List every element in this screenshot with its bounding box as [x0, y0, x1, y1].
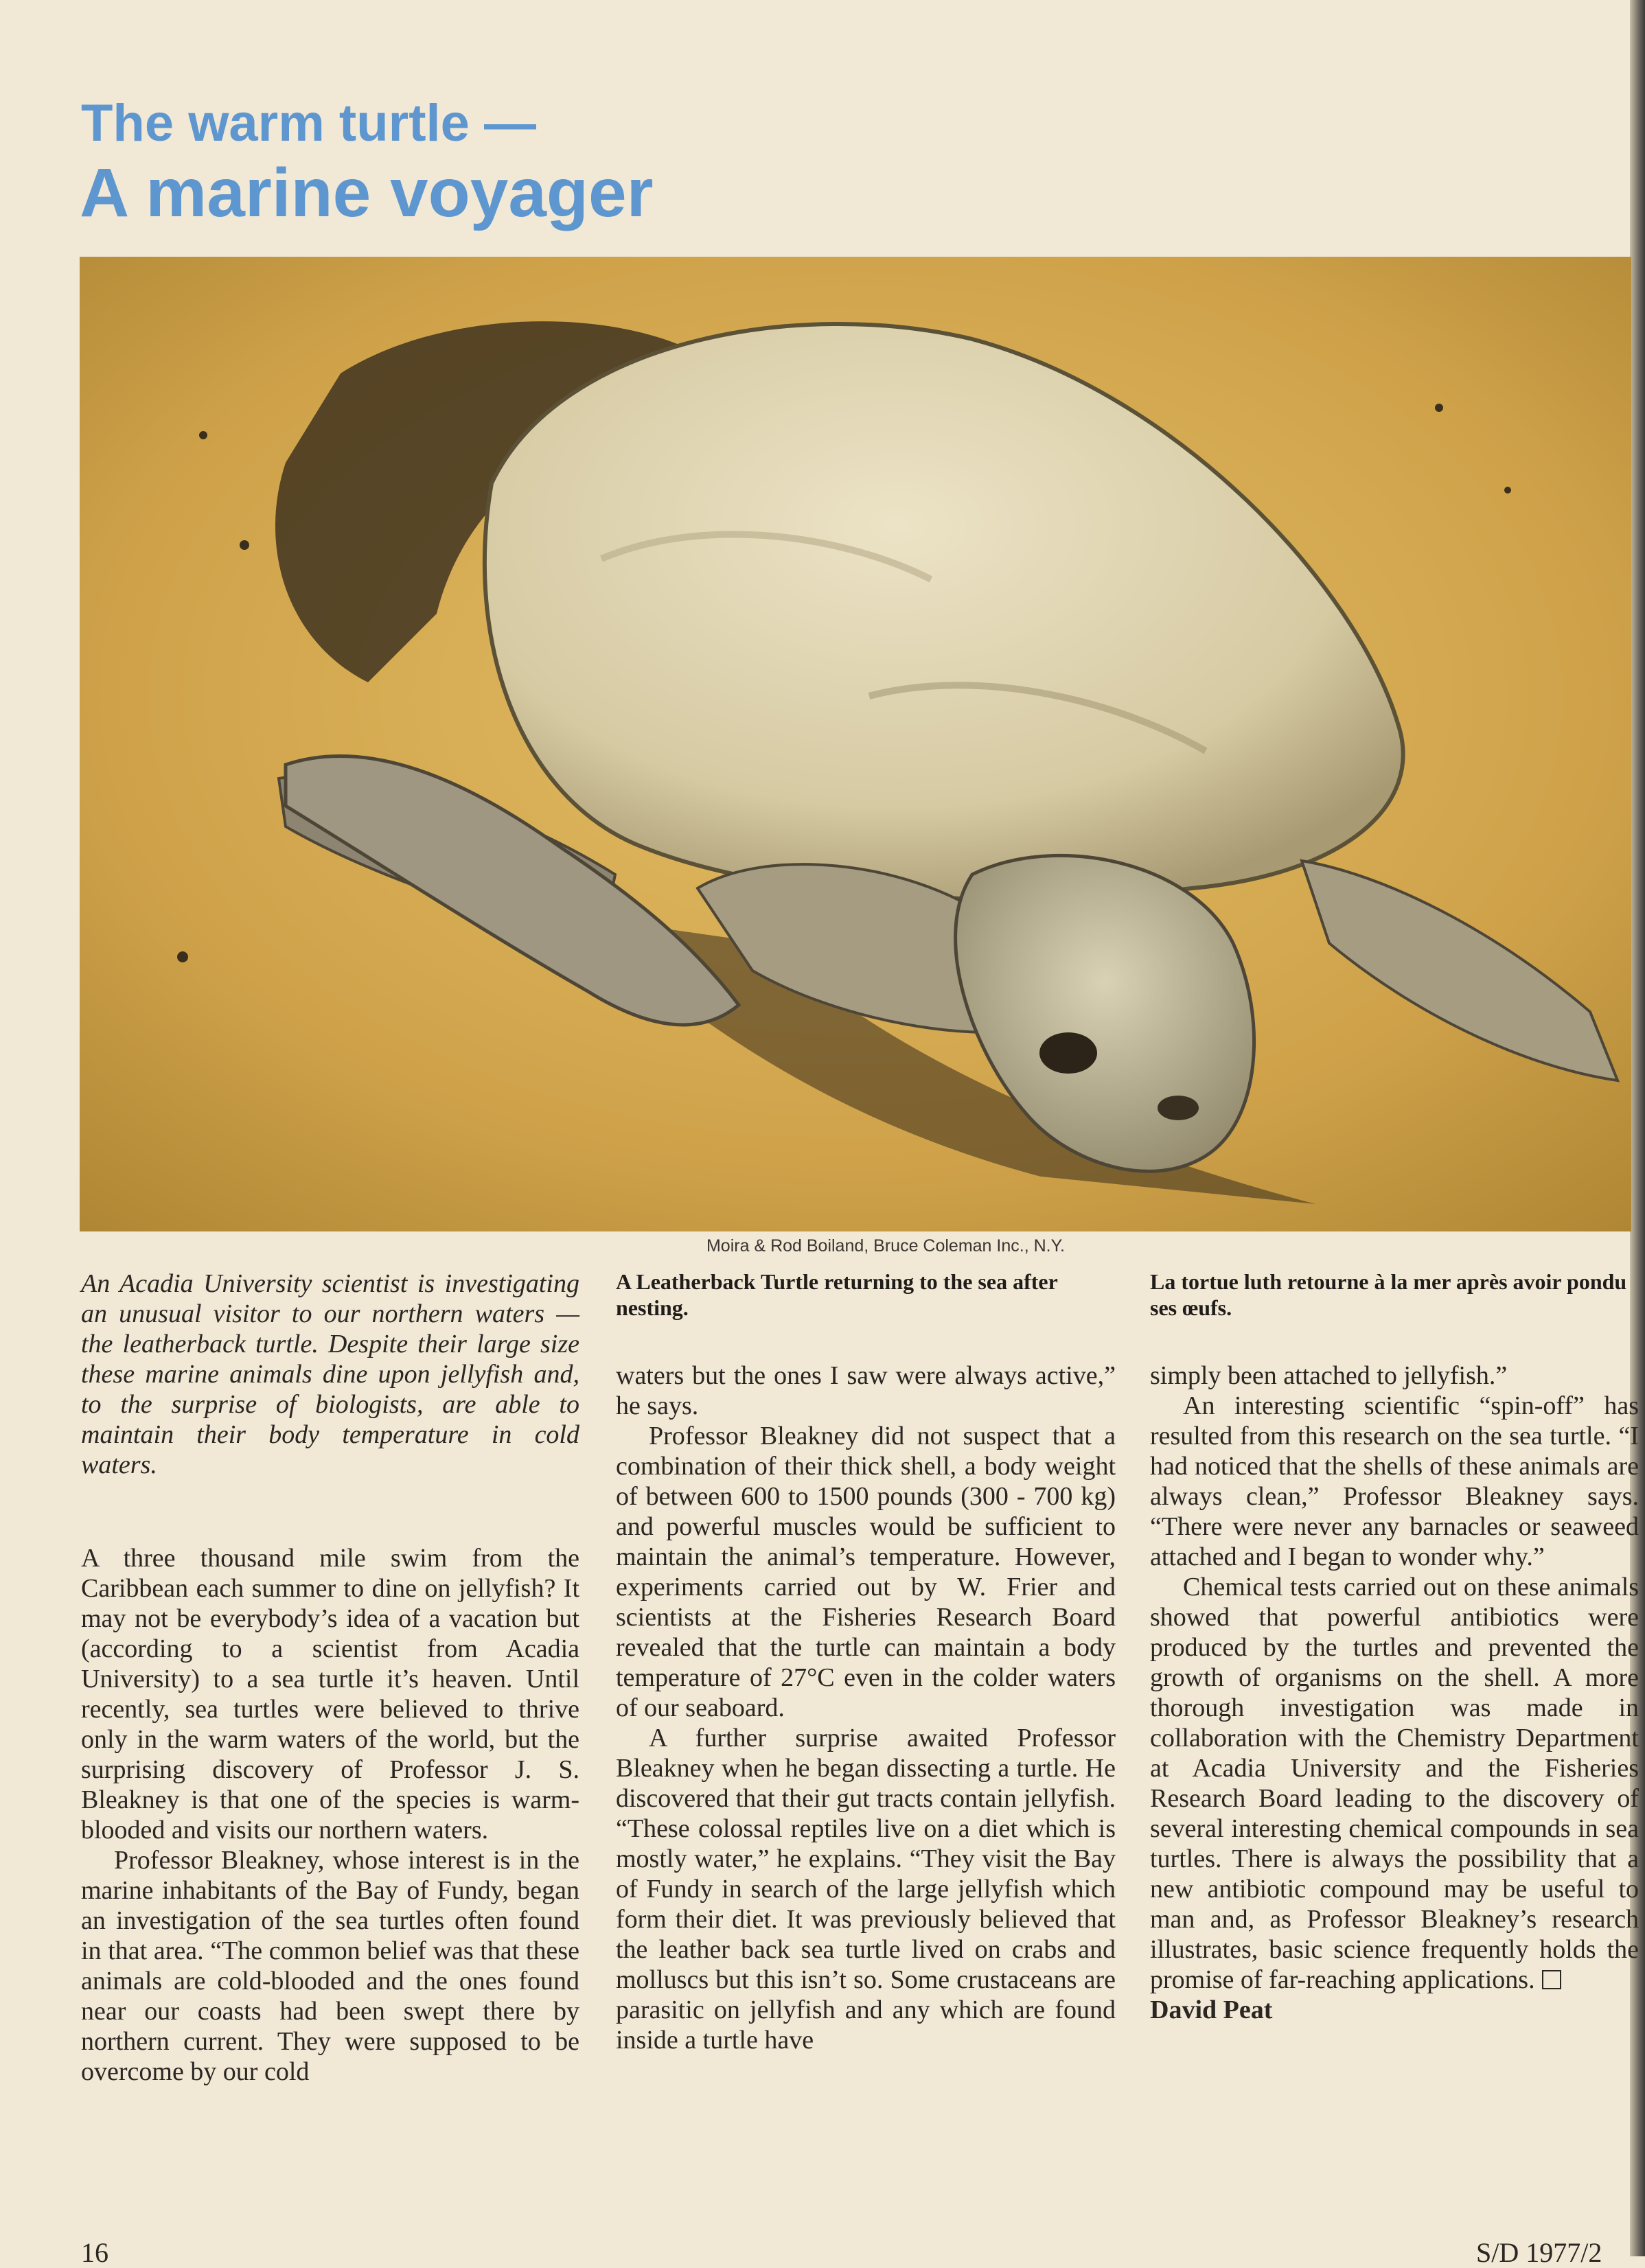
author-byline: David Peat [1150, 1995, 1273, 2024]
caption-english: A Leatherback Turtle returning to the sea after nesting. [616, 1269, 1058, 1320]
paragraph: Professor Bleakney did not suspect that a combination of their thick shell, a body weight of between 600 to 1500 pounds (300 - 700 kg) and powerful muscles would be sufficient to maintain the animal’s temperature. However, experiments carried out by W. Frier and scientists at the Fisheries Research Board revealed that the turtle can maintain a body temperature of 27°C even in the colder waters of our seaboard. [616, 1422, 1116, 1722]
issue-label: S/D 1977/2 [1476, 2237, 1602, 2268]
headline-line-2: A marine voyager [80, 154, 654, 231]
page-number: 16 [81, 2237, 108, 2268]
turtle-illustration [80, 257, 1631, 1231]
end-of-article-box-icon [1542, 1970, 1561, 1989]
caption-french: La tortue luth retourne à la mer après avoir pondu ses œufs. [1150, 1269, 1627, 1320]
article-column-3 [1150, 1361, 1639, 2025]
paragraph: simply been attached to jellyfish.” [1150, 1361, 1508, 1390]
paragraph: waters but the ones I saw were always active,” he says. [616, 1361, 1116, 1420]
paragraph-text: Chemical tests carried out on these animals showed that powerful antibiotics were produced by the turtles and prevented the growth of organisms on the shell. A more thorough investigation was made in collaboration with the Chemistry Department at Acadia University and the Fisheries Research Board leading to the discovery of several interesting chemical compounds in sea turtles. There is always the possibility that a new antibiotic compound may be useful to man and, as Professor Bleakney’s research illustrates, basic science frequently holds the promise of far-reaching applications. [1150, 1573, 1639, 1994]
paragraph: Professor Bleakney, whose interest is in the marine inhabitants of the Bay of Fundy, began an investigation of the sea turtles often found in that area. “The common belief was that these animals are cold-blooded and the ones found near our coasts had been swept there by northern current. They were supposed to be overcome by our cold [81, 1846, 579, 2086]
article-intro: An Acadia University scientist is investigating an unusual visitor to our northern waters — the leatherback turtle. Despite their large size these marine animals dine upon jellyfish and, to the surprise of biologists, are able to maintain their body temperature in cold waters. [81, 1269, 579, 1479]
article-column-1 [81, 1543, 579, 2087]
paragraph-with-end-mark [1150, 1572, 1639, 1995]
turtle-photo [80, 257, 1631, 1231]
paragraph: A further surprise awaited Professor Bleakney when he began dissecting a turtle. He discovered that their gut tracts contain jellyfish. “These colossal reptiles live on a diet which is mostly water,” he explains. “They visit the Bay of Fundy in search of the large jellyfish which form their diet. It was previously believed that the leather back sea turtle lived on crabs and molluscs but this isn’t so. Some crustaceans are parasitic on jellyfish and any which are found inside a turtle have [616, 1724, 1116, 2055]
headline-line-1: The warm turtle — [81, 94, 536, 152]
paragraph: An interesting scientific “spin-off” has resulted from this research on the sea turtle. “I had noticed that the shells of these animals are always clean,” Professor Bleakney says. “There were never any barnacles or seaweed attached and I began to wonder why.” [1150, 1391, 1639, 1571]
article-column-2 [616, 1361, 1116, 2055]
photo-credit: Moira & Rod Boiland, Bruce Coleman Inc., N.Y. [706, 1236, 1065, 1256]
paragraph: A three thousand mile swim from the Caribbean each summer to dine on jellyfish? It may not be everybody’s idea of a vacation but (according to a scientist from Acadia University) to a sea turtle it’s heaven. Until recently, sea turtles were believed to thrive only in the warm waters of the world, but the surprising discovery of Professor J. S. Bleakney is that one of the species is warm-blooded and visits our northern waters. [81, 1544, 579, 1844]
